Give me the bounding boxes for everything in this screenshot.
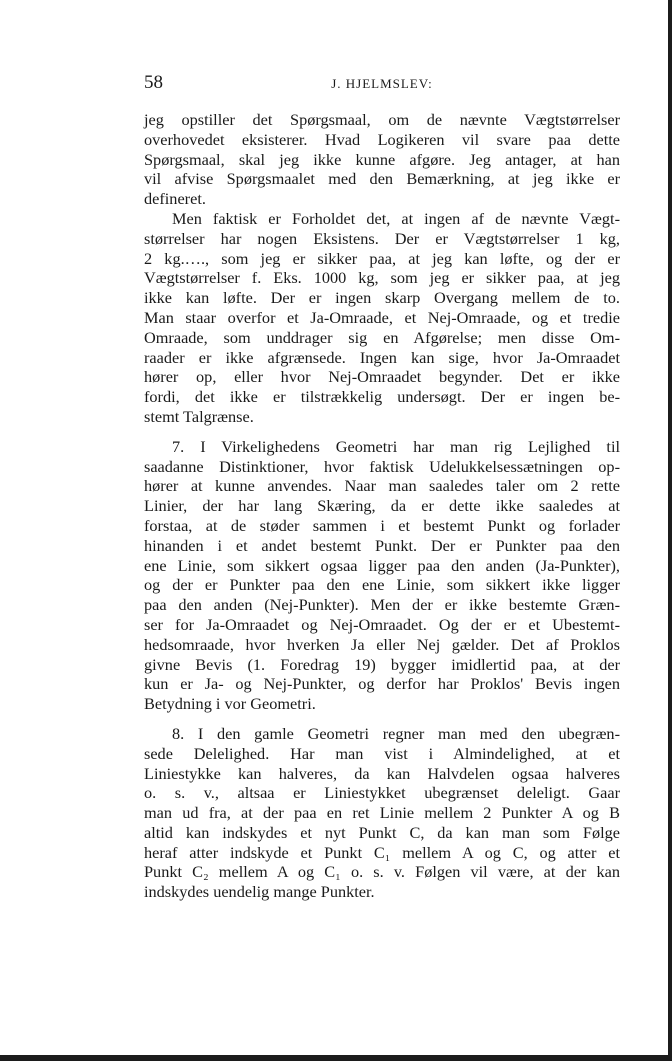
text-line: ikke kan løfte. Der er ingen skarp Overgang mellem de to. [144, 288, 620, 308]
text-line: stemt Talgrænse. [144, 406, 254, 426]
text-line: man ud fra, at der paa en ret Linie mellem 2 Punkter A og B [144, 803, 620, 823]
text-line: altid kan indskydes et nyt Punkt C, da kan man som Følge [144, 822, 620, 842]
text-line: Betydning i vor Geometri. [144, 694, 316, 714]
body-text [144, 110, 620, 902]
text-line: Spørgsmaal, skal jeg ikke kunne afgøre. Jeg antager, at han [144, 149, 620, 169]
page-header [144, 72, 620, 96]
page-edge-bottom [0, 1055, 672, 1061]
text-line: kun er Ja- og Nej-Punkter, og derfor har Proklos' Bevis ingen [144, 674, 620, 694]
text-line: fordi, det ikke er tilstrækkelig undersøgt. Der er ingen be- [144, 387, 620, 407]
paragraph-3 [144, 437, 620, 714]
text-line: hinanden i et andet bestemt Punkt. Der er Punkter paa den [144, 535, 620, 555]
paragraph-1 [144, 110, 620, 209]
text-line: 8. I den gamle Geometri regner man med den ubegræn- [172, 723, 620, 743]
text-line: defineret. [144, 189, 206, 209]
text-line: hører op, eller hvor Nej-Omraadet begynder. Det er ikke [144, 367, 620, 387]
text-line: Omraade, som unddrager sig en Afgørelse; men disse Om- [144, 327, 620, 347]
text-line: 2 kg.…., som jeg er sikker paa, at jeg kan løfte, og der er [144, 248, 620, 268]
text-line: ser for Ja-Omraadet og Nej-Omraadet. Og der er et Ubestemt- [144, 614, 620, 634]
text-line: Vægtstørrelser f. Eks. 1000 kg, som jeg er sikker paa, at jeg [144, 268, 620, 288]
text-line: indskydes uendelig mange Punkter. [144, 882, 375, 902]
text-line: størrelser har nogen Eksistens. Der er Vægtstørrelser 1 kg, [144, 228, 620, 248]
text-line: overhovedet eksisterer. Hvad Logikeren vil svare paa dette [144, 129, 620, 149]
text-line: Men faktisk er Forholdet det, at ingen af de nævnte Vægt- [172, 208, 620, 228]
page-number: 58 [144, 72, 163, 93]
text-line: givne Bevis (1. Foredrag 19) bygger imidlertid paa, at der [144, 654, 620, 674]
text-line: paa den anden (Nej-Punkter). Men der er ikke bestemte Græn- [144, 595, 620, 615]
text-line: forstaa, at de støder sammen i et bestemt Punkt og forlader [144, 515, 620, 535]
text-line: Punkt C₂ mellem A og C₁ o. s. v. Følgen vil være, at der kan [144, 862, 620, 882]
text-line: og der er Punkter paa den ene Linie, som sikkert ikke ligger [144, 575, 620, 595]
text-line: Linier, der har lang Skæring, da er dette ikke saaledes at [144, 496, 620, 516]
paragraph-2 [144, 209, 620, 427]
text-line: heraf atter indskyde et Punkt C₁ mellem A og C, og atter et [144, 842, 620, 862]
page-edge-right [668, 0, 672, 1061]
text-line: raader er ikke afgrænsede. Ingen kan sige, hvor Ja-Omraadet [144, 347, 620, 367]
text-line: Liniestykke kan halveres, da kan Halvdelen ogsaa halveres [144, 763, 620, 783]
text-line: hedsomraade, hvor hverken Ja eller Nej gælder. Det af Proklos [144, 634, 620, 654]
text-line: saadanne Distinktioner, hvor faktisk Udelukkelsessætningen op- [144, 456, 620, 476]
running-head: J. HJELMSLEV: [331, 76, 433, 91]
text-line: sede Delelighed. Har man vist i Almindelighed, at et [144, 743, 620, 763]
text-line: o. s. v., altsaa er Liniestykket ubegrænset deleligt. Gaar [144, 783, 620, 803]
text-line: 7. I Virkelighedens Geometri har man rig Lejlighed til [172, 436, 620, 456]
text-line: vil afvise Spørgsmaalet med den Bemærkning, at jeg ikke er [144, 169, 620, 189]
paragraph-4 [144, 724, 620, 902]
text-line: hører at kunne anvendes. Naar man saaledes taler om 2 rette [144, 476, 620, 496]
text-line: ene Linie, som sikkert ogsaa ligger paa den anden (Ja-Punkter), [144, 555, 620, 575]
text-line: jeg opstiller det Spørgsmaal, om de nævnte Vægtstørrelser [144, 110, 620, 129]
text-line: Man staar overfor et Ja-Omraade, et Nej-Omraade, og et tredie [144, 307, 620, 327]
